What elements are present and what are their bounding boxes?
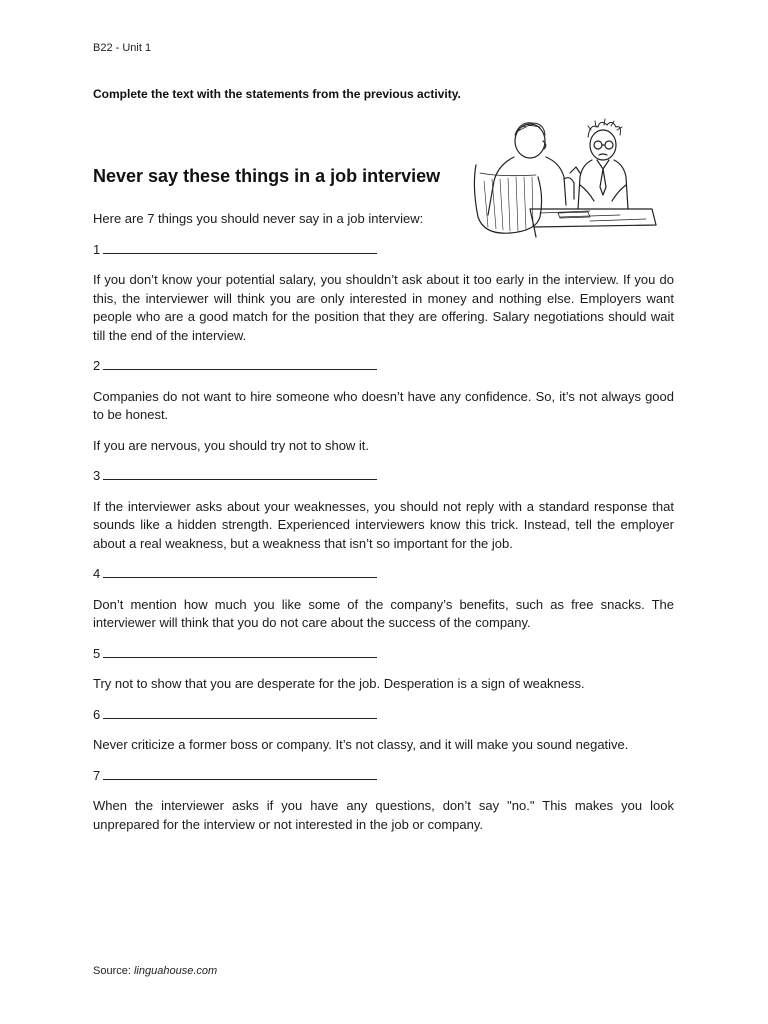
gap-number: 4 <box>93 566 101 581</box>
item-paragraph: Never criticize a former boss or company. It’s not classy, and it will make you sound negative. <box>93 737 629 752</box>
instruction: Complete the text with the statements from the previous activity. <box>93 87 461 101</box>
gap-number: 2 <box>93 358 101 373</box>
source-name: linguahouse.com <box>133 965 218 977</box>
answer-blank[interactable] <box>103 767 377 780</box>
answer-blank[interactable] <box>103 565 377 578</box>
gap-3 <box>93 467 674 486</box>
answer-blank[interactable] <box>103 467 377 480</box>
intro-paragraph: Here are 7 things you should never say in a job interview: <box>93 211 424 226</box>
gap-number: 5 <box>93 645 101 661</box>
gap-1 <box>93 241 674 260</box>
item-paragraph: Don’t mention how much you like some of the company’s benefits, such as free snacks. The interviewer will think that you do not care about the success of the company. <box>93 596 674 630</box>
gap-2 <box>93 357 674 376</box>
item-paragraph: If you don’t know your potential salary, you shouldn’t ask about it too early in the interview. If you do this, the interviewer will think you are only interested in money and nothing else. Employers want people who are a good match for the position that they are offering. Salary negotiations should wait till the end of the interview. <box>93 272 674 343</box>
gap-number: 3 <box>93 468 101 483</box>
gap-6 <box>93 706 674 725</box>
source-label: Source: <box>93 965 131 977</box>
item-paragraph: Companies do not want to hire someone who doesn’t have any confidence. So, it’s not always good to be honest. <box>93 388 674 422</box>
gap-number: 1 <box>93 241 101 257</box>
item-paragraph: If the interviewer asks about your weaknesses, you should not reply with a standard response that sounds like a hidden strength. Experienced interviewers know this trick. Instead, tell the employer about a real weakness, but a weakness that isn’t so important for the job. <box>93 498 674 551</box>
gap-5 <box>93 645 674 664</box>
gap-4 <box>93 565 674 584</box>
gap-number: 7 <box>93 767 101 783</box>
answer-blank[interactable] <box>103 241 377 254</box>
footer <box>93 965 217 977</box>
answer-blank[interactable] <box>103 357 377 370</box>
item-paragraph: Try not to show that you are desperate for the job. Desperation is a sign of weakness. <box>93 676 585 691</box>
item-paragraph: When the interviewer asks if you have any questions, don’t say "no." This makes you look unprepared for the interview or not interested in the job or company. <box>93 798 674 832</box>
item-paragraph: If you are nervous, you should try not to show it. <box>93 437 370 453</box>
gap-7 <box>93 767 674 786</box>
article-body <box>93 210 674 846</box>
gap-number: 6 <box>93 706 101 722</box>
page-header: B22 - Unit 1 <box>93 42 152 54</box>
page-title: Never say these things in a job interview <box>93 166 441 186</box>
answer-blank[interactable] <box>103 645 377 658</box>
answer-blank[interactable] <box>103 706 377 719</box>
